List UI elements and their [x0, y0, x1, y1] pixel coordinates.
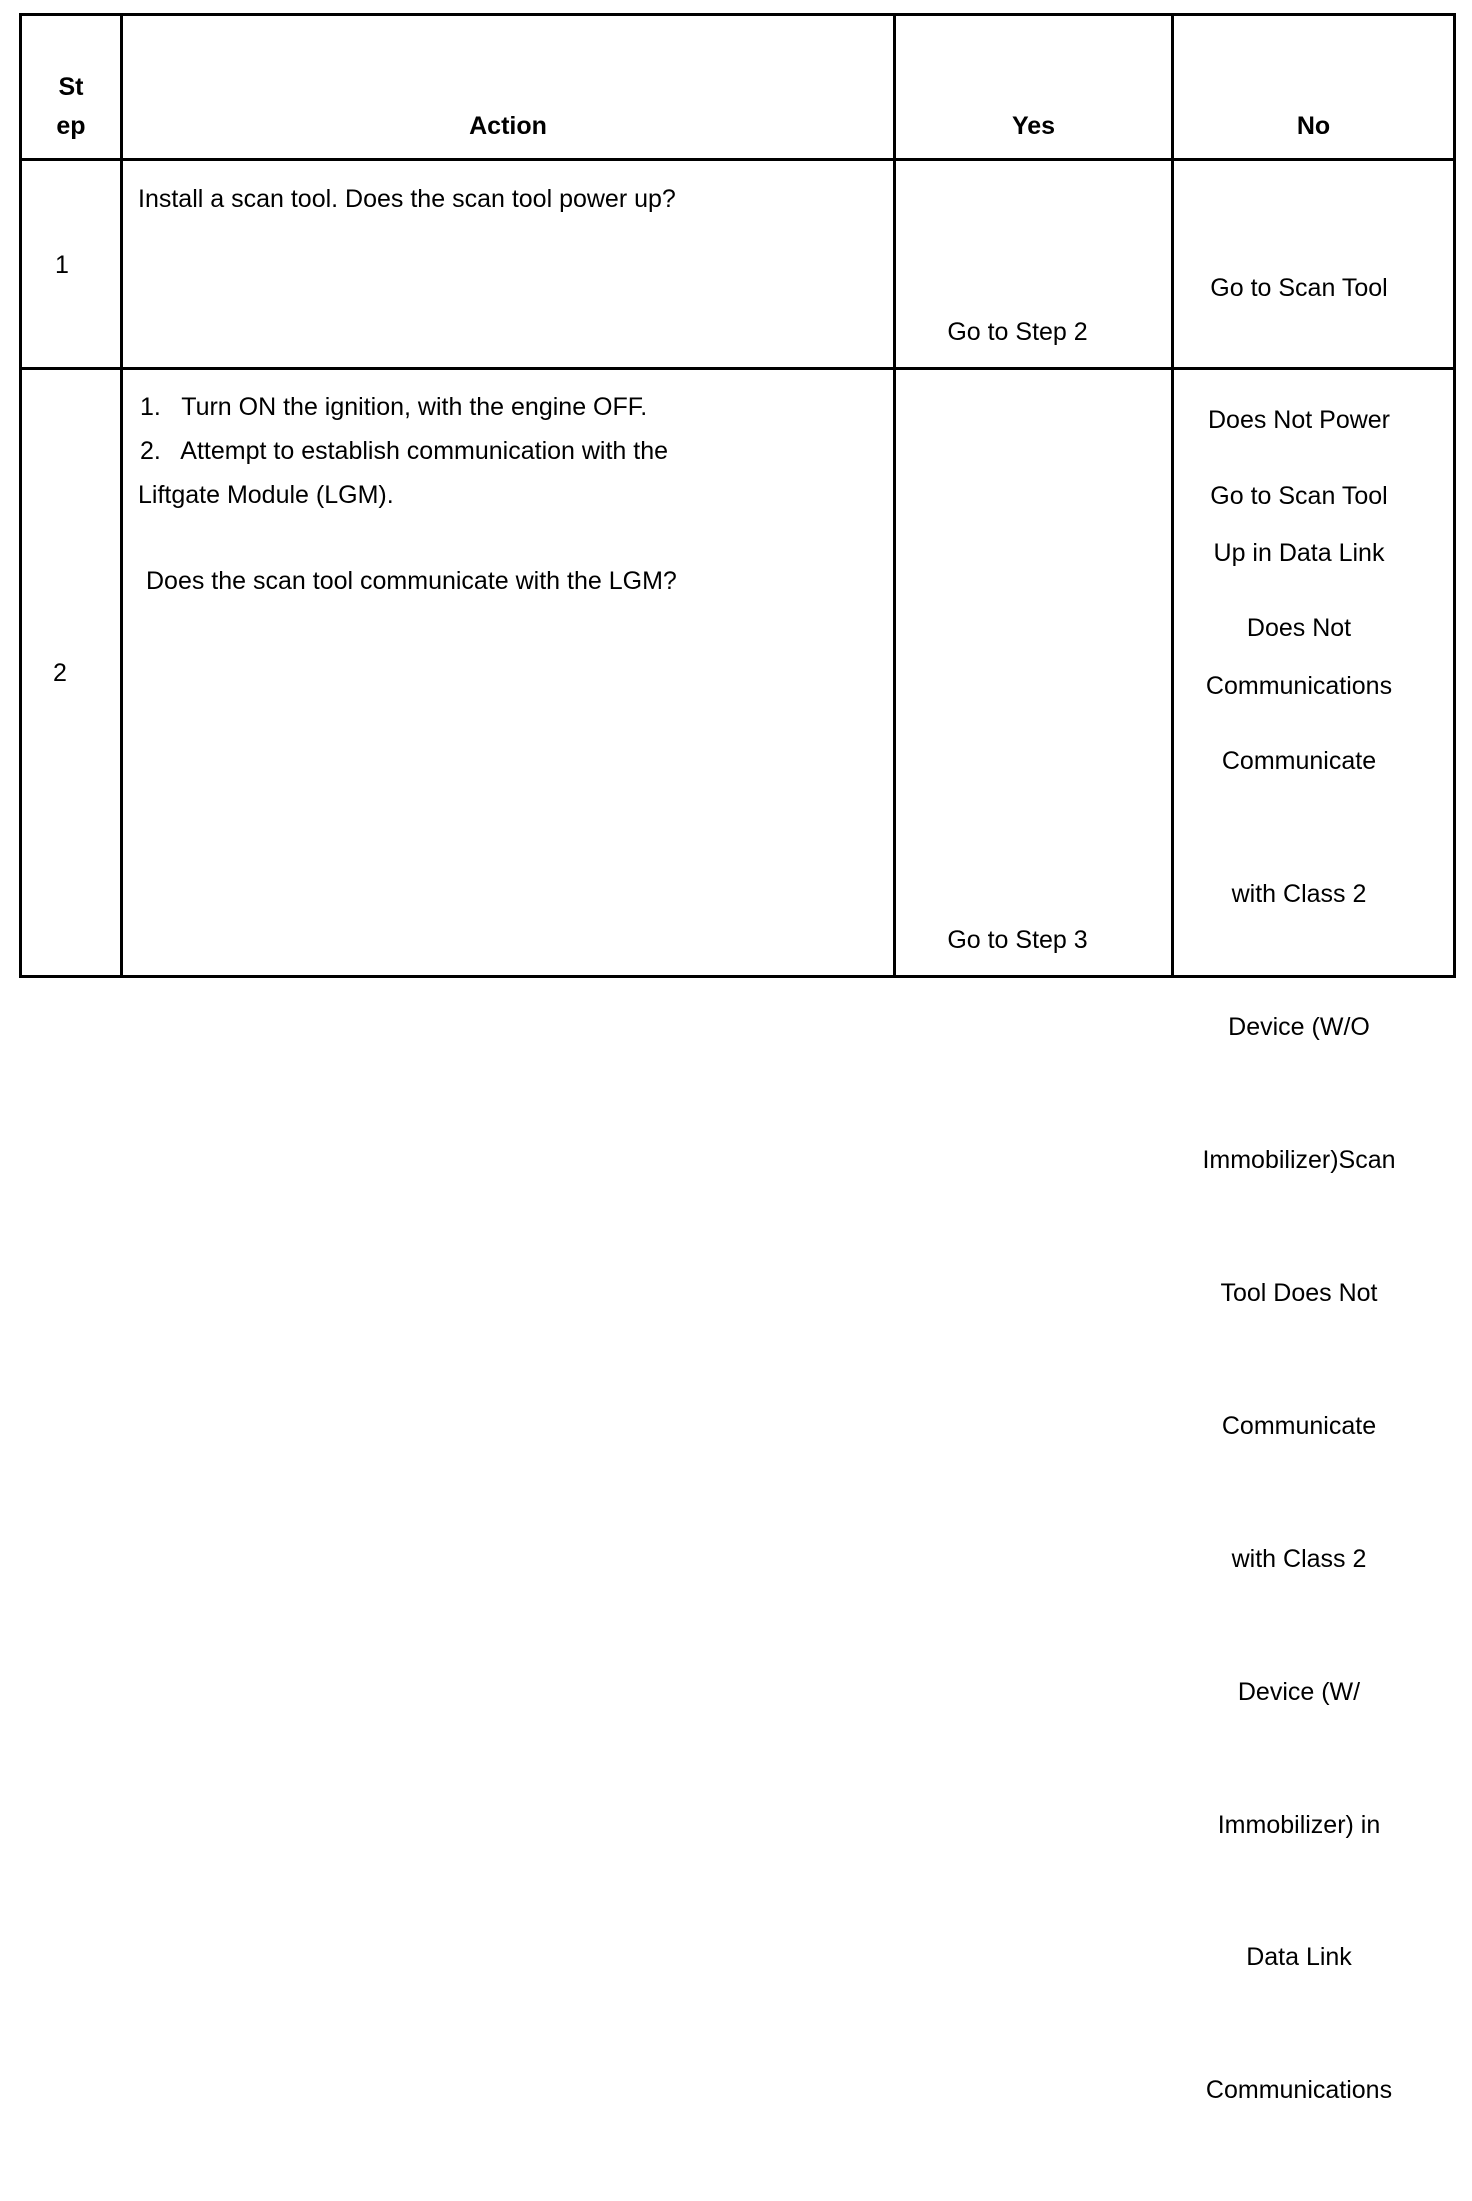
row2-no-line: Communications: [1205, 2076, 1393, 2105]
header-no: No: [1296, 112, 1331, 140]
header-step-line1: St: [58, 73, 84, 101]
column-separator-action: [893, 13, 896, 978]
row2-action-line2: 2. Attempt to establish communication with the: [140, 437, 669, 465]
row1-no-line: Does Not Power: [1207, 406, 1391, 435]
row2-no-line: Device (W/O: [1228, 1013, 1370, 1042]
row2-yes: Go to Step 3: [947, 926, 1088, 954]
row1-no-line: Communications: [1205, 672, 1393, 701]
row1-action: Install a scan tool. Does the scan tool power up?: [138, 185, 676, 213]
row2-no-line: Device (W/: [1237, 1677, 1361, 1706]
row2-no-line: Tool Does Not: [1220, 1278, 1378, 1307]
header-step: [22, 68, 120, 146]
header-yes: Yes: [1011, 112, 1056, 140]
row1-no-line: Up in Data Link: [1213, 539, 1385, 568]
row2-step: 2: [53, 659, 67, 687]
row2-no-line: with Class 2: [1231, 1544, 1367, 1573]
row2-no-line: Does Not: [1246, 614, 1352, 643]
row2-no-line: Immobilizer) in: [1217, 1810, 1381, 1839]
row2-action-line3: Liftgate Module (LGM).: [138, 481, 394, 509]
row2-action-line1: 1. Turn ON the ignition, with the engine OFF.: [140, 393, 648, 421]
table-border-top: [19, 13, 1456, 16]
row2-no: [1174, 385, 1424, 2201]
row1-no-line: Go to Scan Tool: [1210, 273, 1388, 302]
table-border-left: [19, 13, 22, 978]
diagnostic-table: [19, 13, 1456, 2105]
row2-no-line: with Class 2: [1231, 880, 1367, 909]
row2-action-question: Does the scan tool communicate with the LGM?: [146, 567, 677, 595]
row2-no-line: Data Link: [1246, 1943, 1352, 1972]
header-action: Action: [469, 112, 547, 140]
row1-step: 1: [55, 251, 69, 279]
row2-no-line: Go to Scan Tool: [1210, 481, 1388, 510]
header-separator: [19, 158, 1456, 161]
row2-no-line: Communicate: [1221, 747, 1377, 776]
column-separator-step: [120, 13, 123, 978]
row1-yes: Go to Step 2: [947, 318, 1088, 346]
header-step-line2: ep: [56, 112, 86, 140]
row2-no-line: Immobilizer)Scan: [1202, 1146, 1396, 1175]
row2-no-line: Communicate: [1221, 1411, 1377, 1440]
table-border-right: [1453, 13, 1456, 978]
